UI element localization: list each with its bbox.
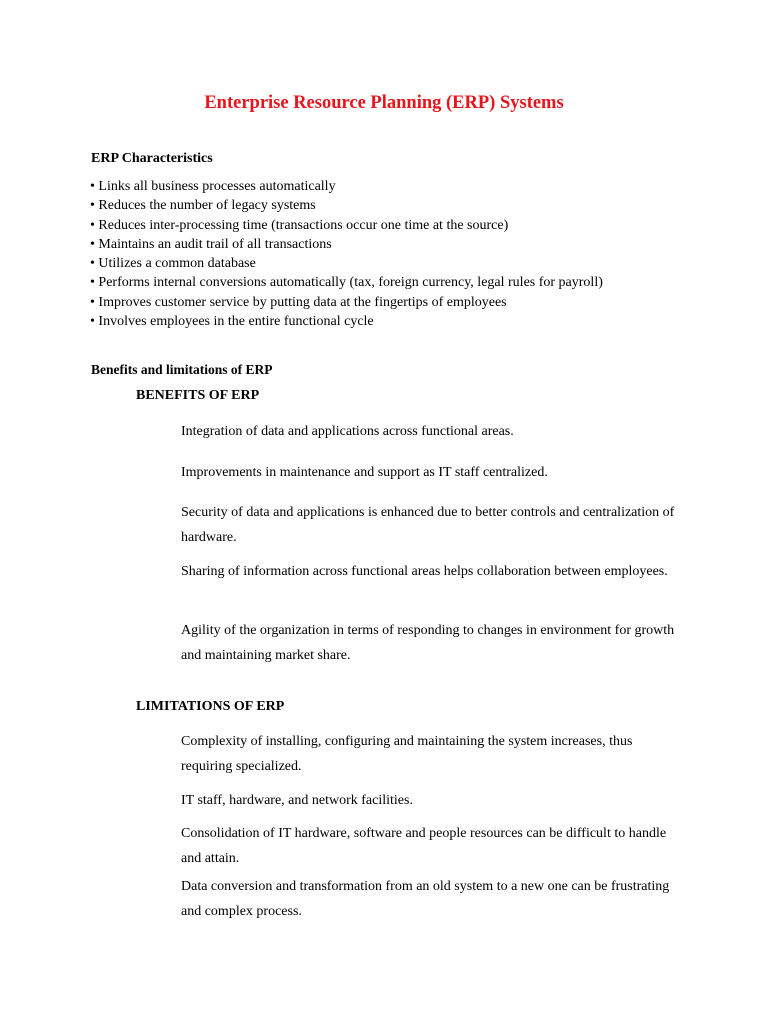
benefit-item [158, 559, 678, 584]
benefit-item [158, 500, 678, 550]
limitation-item [158, 788, 678, 813]
limitation-text: Consolidation of IT hardware, software and people resources can be difficult to handle and attain. [181, 826, 667, 866]
benefits-limitations-heading: Benefits and limitations of ERP [91, 362, 273, 377]
limitation-text: IT staff, hardware, and network facilities. [181, 793, 413, 808]
list-item: • Maintains an audit trail of all transactions [90, 236, 332, 252]
benefit-item [158, 618, 678, 668]
limitation-item [158, 821, 678, 871]
list-item: • Improves customer service by putting data at the fingertips of employees [90, 294, 507, 310]
list-item: • Involves employees in the entire functional cycle [90, 314, 374, 330]
characteristics-list [90, 177, 603, 331]
benefits-heading: BENEFITS OF ERP [136, 388, 260, 403]
characteristics-heading: ERP Characteristics [91, 151, 213, 166]
list-item: • Reduces inter-processing time (transactions occur one time at the source) [90, 217, 509, 233]
limitation-text: Data conversion and transformation from an old system to a new one can be frustrating and complex process. [181, 879, 670, 919]
limitation-item [158, 729, 678, 779]
benefit-item [158, 419, 678, 444]
list-item: • Links all business processes automatically [90, 179, 336, 194]
list-item: • Utilizes a common database [90, 256, 256, 272]
benefit-item [158, 460, 678, 485]
page-title: Enterprise Resource Planning (ERP) Systems [204, 93, 564, 113]
limitation-text: Complexity of installing, configuring and maintaining the system increases, thus requiring specialized. [181, 734, 633, 774]
list-item: • Performs internal conversions automatically (tax, foreign currency, legal rules for payroll) [90, 275, 603, 291]
limitations-heading: LIMITATIONS OF ERP [136, 699, 285, 714]
benefit-text: Agility of the organization in terms of responding to changes in environment for growth and maintaining market share. [181, 623, 675, 663]
limitation-item [158, 874, 678, 924]
benefit-text: Integration of data and applications across functional areas. [181, 424, 514, 439]
benefit-text: Security of data and applications is enhanced due to better controls and centralization of hardware. [181, 505, 675, 545]
benefit-text: Improvements in maintenance and support as IT staff centralized. [181, 465, 548, 480]
list-item: • Reduces the number of legacy systems [90, 198, 316, 214]
benefit-text: Sharing of information across functional areas helps collaboration between employees. [181, 564, 668, 579]
